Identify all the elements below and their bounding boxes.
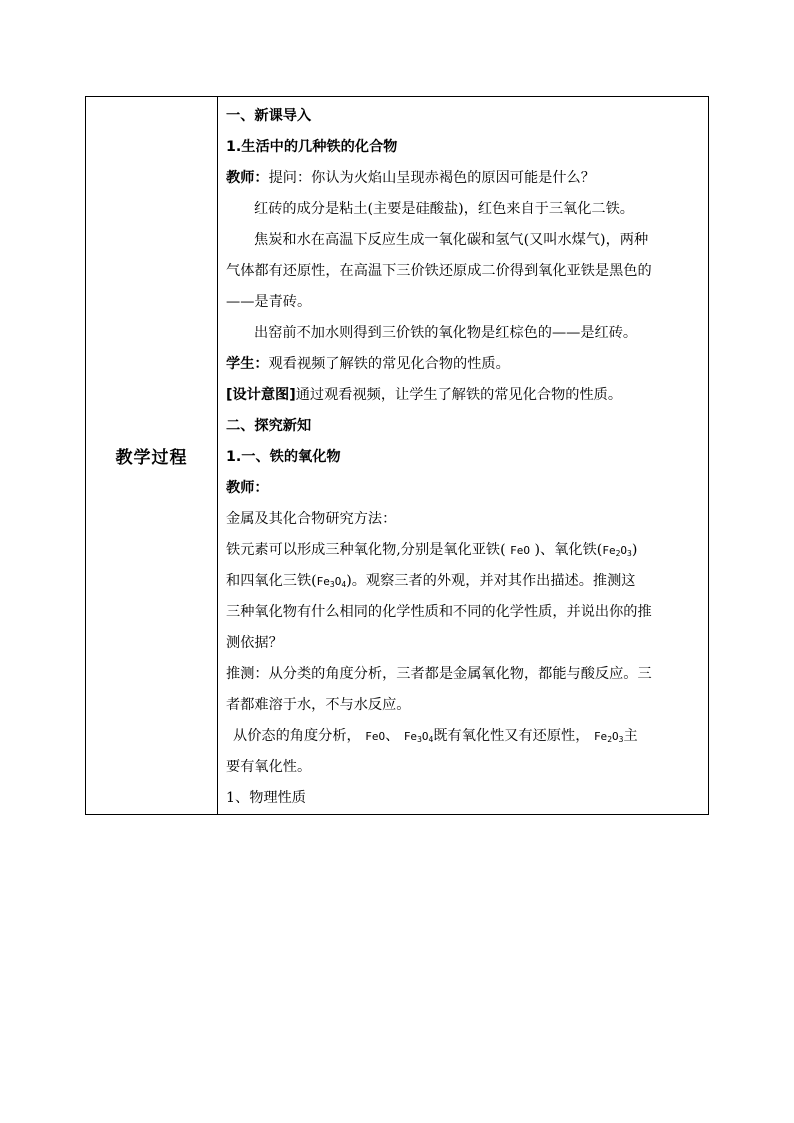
formula-subscript: 3 [417, 735, 422, 744]
iron-oxides-line-3: 三种氧化物有什么相同的化学性质和不同的化学性质，并说出你的推 [226, 604, 652, 620]
student-line [226, 349, 702, 380]
section-heading-2: 二、探究新知 [226, 418, 312, 434]
text-span: )、氧化铁( [534, 542, 603, 558]
formula-feo: FeO [365, 730, 386, 743]
paragraph-kiln: 出窑前不加水则得到三价铁的氧化物是红棕色的——是红砖。 [254, 325, 638, 341]
teacher-question [226, 163, 702, 194]
design-intent-line [226, 380, 702, 411]
row-label: 教学过程 [115, 448, 188, 468]
inference-line-1: 推测：从分类的角度分析，三者都是金属氧化物，都能与酸反应。三 [226, 666, 652, 682]
formula-fe3o4 [317, 575, 347, 588]
paragraph-coke-3: ——是青砖。 [226, 294, 312, 310]
formula-subscript: 3 [627, 549, 632, 558]
content-cell [218, 97, 709, 815]
formula-part: O [612, 730, 619, 743]
formula-subscript: 3 [329, 580, 335, 589]
lesson-table [85, 96, 709, 815]
iron-oxides-line-4: 测依据？ [226, 635, 283, 651]
formula-subscript: 4 [428, 735, 434, 744]
design-intent-text: 通过观看视频，让学生了解铁的常见化合物的性质。 [295, 387, 623, 403]
formula-subscript: 2 [615, 549, 621, 558]
physical-properties-heading: 1、物理性质 [226, 790, 306, 806]
subheading-1: 1.生活中的几种铁的化合物 [226, 139, 398, 155]
paragraph-coke-1: 焦炭和水在高温下反应生成一氧化碳和氢气(又叫水煤气)，两种 [254, 232, 649, 248]
valence-line-2: 要有氧化性。 [226, 759, 312, 775]
formula-fe2o3 [594, 730, 624, 743]
formula-part: Fe [602, 544, 616, 557]
text-span: )。观察三者的外观，并对其作出描述。推测这 [346, 573, 636, 589]
formula-part: O [334, 575, 342, 588]
iron-oxides-line-1: 铁元素可以形成三种氧化物,分别是氧化亚铁( FeO )、氧化铁$(Fe_2O_3)$ [226, 542, 638, 558]
text-span: 铁元素可以形成三种氧化物,分别是氧化亚铁( [226, 542, 506, 558]
iron-oxides-line-2 [226, 566, 702, 597]
formula-fe2o3 [602, 544, 632, 557]
inference-line-2: 者都难溶于水，不与水反应。 [226, 697, 411, 713]
design-intent-label: [设计意图] [226, 387, 296, 403]
table-row [86, 97, 709, 815]
paragraph-brick: 红砖的成分是粘土(主要是硅酸盐)，红色来自于三氧化二铁。 [254, 201, 634, 217]
teacher-label-2: 教师： [226, 480, 269, 496]
student-label: 学生： [226, 356, 269, 372]
teacher-question-text: 提问：你认为火焰山呈现赤褐色的原因可能是什么？ [268, 170, 595, 186]
formula-subscript: 3 [618, 735, 624, 744]
teacher-label: 教师： [226, 170, 269, 186]
formula-subscript: 2 [607, 735, 613, 744]
paragraph-coke-2: 气体都有还原性，在高温下三价铁还原成二价得到氧化亚铁是黑色的 [226, 263, 652, 279]
text-span: 既有氧化性又有还原性， [433, 728, 590, 744]
formula-part: Fe [593, 730, 608, 743]
formula-part: O [421, 730, 429, 743]
text-span: 从价态的角度分析， [233, 728, 361, 744]
row-label-cell [86, 97, 218, 815]
text-span: 、 [385, 728, 400, 744]
formula-part: Fe [403, 730, 418, 743]
research-method: 金属及其化合物研究方法： [226, 511, 397, 527]
text-span: 和四氧化三铁( [226, 573, 317, 589]
formula-part: O [620, 544, 628, 557]
subheading-2: 1.一、铁的氧化物 [226, 449, 341, 465]
formula-feo: FeO [510, 544, 530, 557]
formula-part: Fe [316, 575, 330, 588]
section-heading-1: 一、新课导入 [226, 108, 312, 124]
formula-fe3o4 [404, 730, 434, 743]
formula-subscript: 4 [341, 580, 347, 589]
text-span: 主 [623, 728, 638, 744]
student-text: 观看视频了解铁的常见化合物的性质。 [268, 356, 510, 372]
valence-line-1 [226, 721, 702, 752]
